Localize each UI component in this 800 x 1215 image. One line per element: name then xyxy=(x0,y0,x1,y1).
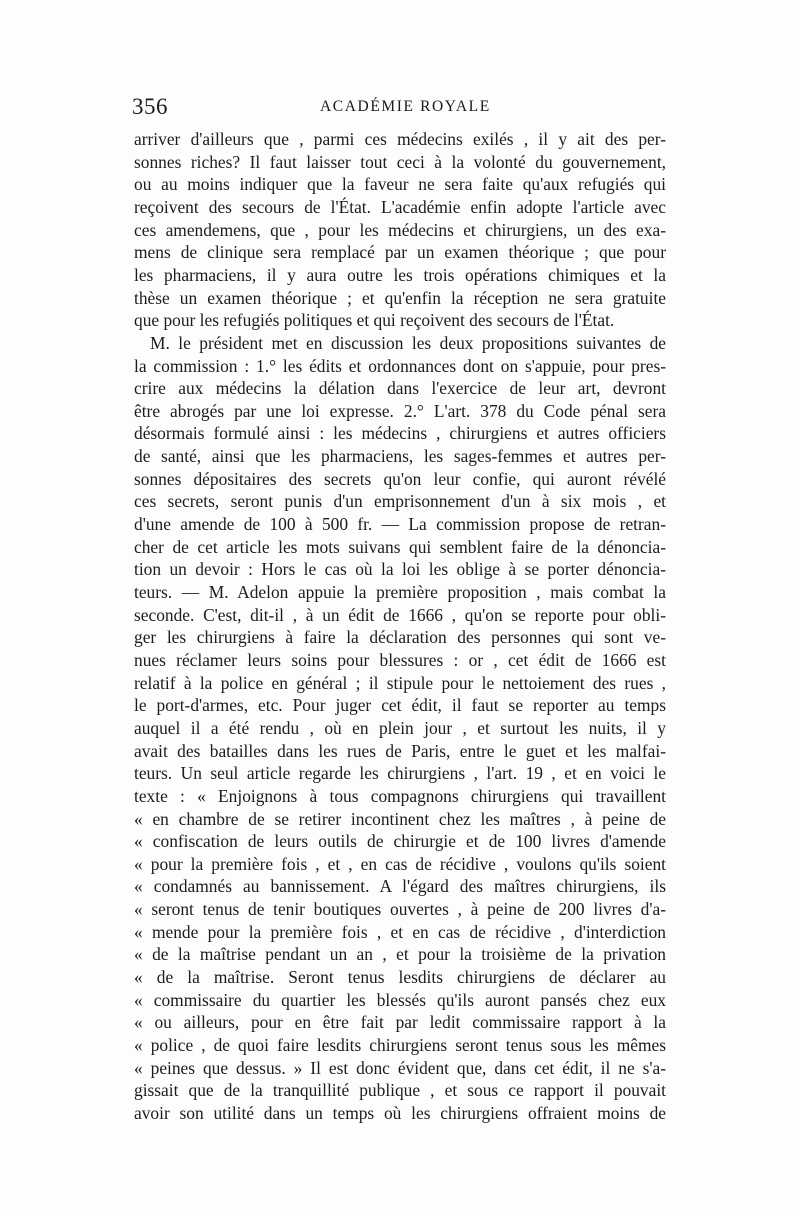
text-line: avait des batailles dans les rues de Paris, entre le guet et les malfai- xyxy=(134,740,666,761)
text-line: « confiscation de leurs outils de chirurgie et de 100 livres d'amende xyxy=(134,831,666,852)
text-line: nues réclamer leurs soins pour blessures : or , cet édit de 1666 est xyxy=(134,649,666,670)
text-line: tion un devoir : Hors le cas où la loi les oblige à se porter dénoncia- xyxy=(134,559,666,580)
page-number: 356 xyxy=(132,94,168,119)
text-line: « en chambre de se retirer incontinent chez les maîtres , à peine de xyxy=(134,808,666,829)
text-line: arriver d'ailleurs que , parmi ces médecins exilés , il y ait des per- xyxy=(134,129,666,149)
text-line: sonnes riches? Il faut laisser tout ceci à la volonté du gouvernement, xyxy=(134,151,666,172)
text-line: « mende pour la première fois , et en cas de récidive , d'interdiction xyxy=(134,921,666,942)
text-line: ces amendemens, que , pour les médecins et chirurgiens, un des exa- xyxy=(134,219,666,240)
text-line: « police , de quoi faire lesdits chirurgiens seront tenus sous les mêmes xyxy=(134,1035,666,1055)
text-line: que pour les refugiés politiques et qui reçoivent des secours de l'État. xyxy=(134,310,615,331)
text-line: « commissaire du quartier les blessés qu'ils auront pansés chez eux xyxy=(134,989,666,1010)
text-line: teurs. Un seul article regarde les chirurgiens , l'art. 19 , et en voici le xyxy=(134,763,666,784)
text-line: être abrogés par une loi expresse. 2.° L'art. 378 du Code pénal sera xyxy=(134,400,666,421)
text-line: cher de cet article les mots suivans qui semblent faire de la dénoncia- xyxy=(134,536,666,557)
text-line: « de la maîtrise. Seront tenus lesdits chirurgiens de déclarer au xyxy=(134,967,666,988)
text-line: « seront tenus de tenir boutiques ouvertes , à peine de 200 livres d'a- xyxy=(134,899,666,920)
text-line: auquel il a été rendu , où en plein jour , et surtout les nuits, il y xyxy=(134,717,666,738)
text-line: ces secrets, seront punis d'un emprisonnement d'un à six mois , et xyxy=(134,491,666,512)
running-title: ACADÉMIE ROYALE xyxy=(320,98,491,115)
text-line: ou au moins indiquer que la faveur ne sera faite qu'aux refugiés qui xyxy=(134,174,666,195)
text-line: « ou ailleurs, pour en être fait par ledit commissaire rapport à la xyxy=(134,1012,666,1033)
text-line: teurs. — M. Adelon appuie la première proposition , mais combat la xyxy=(134,582,666,602)
text-line: avoir son utilité dans un temps où les chirurgiens offraient moins de xyxy=(134,1102,666,1123)
text-line: « de la maîtrise pendant un an , et pour la troisième de la privation xyxy=(134,944,666,965)
text-line: texte : « Enjoignons à tous compagnons chirurgiens qui travaillent xyxy=(134,785,666,806)
text-line: relatif à la police en général ; il stipule pour le nettoiement des rues , xyxy=(134,672,666,693)
text-line: crire aux médecins la délation dans l'exercice de leur art, devront xyxy=(134,378,666,399)
text-line: désormais formulé ainsi : les médecins , chirurgiens et autres officiers xyxy=(134,423,666,444)
text-line: mens de clinique sera remplacé par un examen théorique ; que pour xyxy=(134,242,666,263)
text-line: seconde. C'est, dit-il , à un édit de 1666 , qu'on se reporte pour obli- xyxy=(134,604,666,625)
text-line: gissait que de la tranquillité publique , et sous ce rapport il pouvait xyxy=(134,1080,666,1101)
text-line: M. le président met en discussion les deux propositions suivantes de xyxy=(150,332,666,353)
text-line: ger les chirurgiens à faire la déclaration des personnes qui sont ve- xyxy=(134,627,666,648)
text-line: thèse un examen théorique ; et qu'enfin la réception ne sera gratuite xyxy=(134,287,666,308)
text-line: le port-d'armes, etc. Pour juger cet édit, il faut se reporter au temps xyxy=(134,695,666,716)
page-header xyxy=(132,94,667,122)
text-line: sonnes dépositaires des secrets qu'on leur confie, qui auront révélé xyxy=(134,468,666,489)
text-line: « condamnés au bannissement. A l'égard des maîtres chirurgiens, ils xyxy=(134,876,666,897)
text-line: la commission : 1.° les édits et ordonnances dont on s'appuie, pour pres- xyxy=(134,355,666,376)
text-line: « peines que dessus. » Il est donc évident que, dans cet édit, il ne s'a- xyxy=(134,1057,666,1078)
text-line: « pour la première fois , et , en cas de récidive , voulons qu'ils soient xyxy=(134,853,666,874)
text-line: d'une amende de 100 à 500 fr. — La commission propose de retran- xyxy=(134,514,666,535)
text-line: reçoivent des secours de l'État. L'académie enfin adopte l'article avec xyxy=(134,196,666,217)
text-line: les pharmaciens, il y aura outre les trois opérations chimiques et la xyxy=(134,264,666,285)
text-line: de santé, ainsi que les pharmaciens, les sages-femmes et autres per- xyxy=(134,446,666,467)
